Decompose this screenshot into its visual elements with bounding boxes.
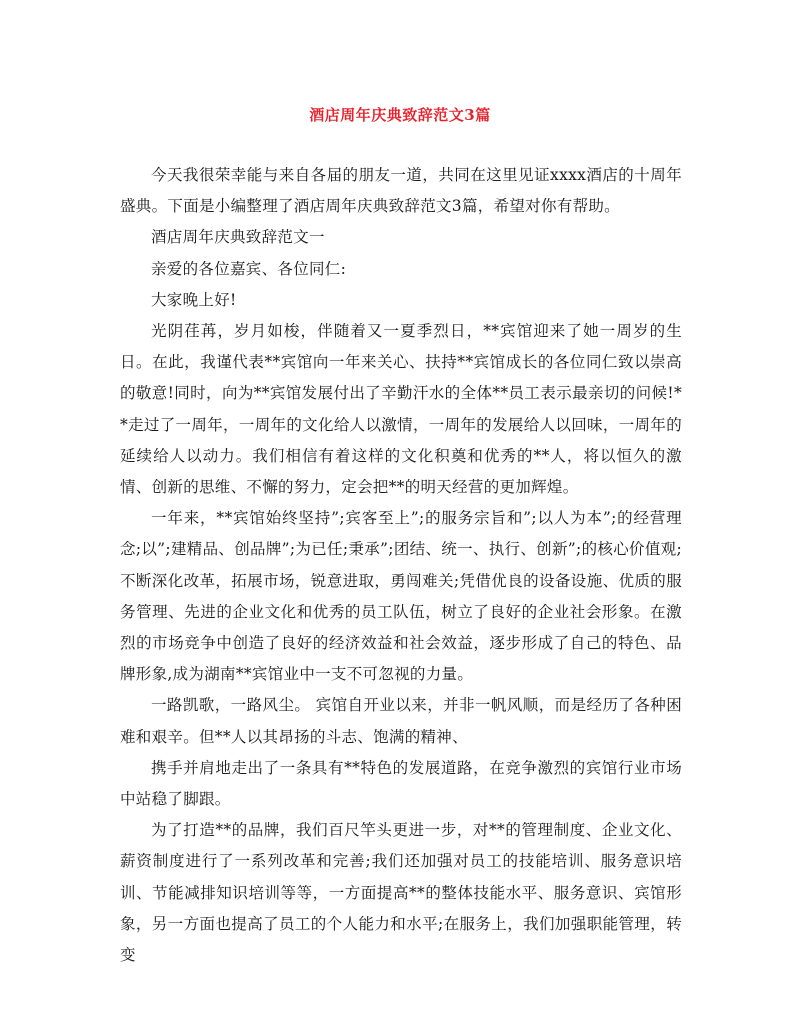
section-heading: 酒店周年庆典致辞范文一: [151, 228, 325, 247]
intro-paragraph: 今天我很荣幸能与来自各届的朋友一道，共同在这里见证xxxx酒店的十周年盛典。下面是小编整理了酒店周年庆典致辞范文3篇，希望对你有帮助。: [120, 166, 682, 216]
document-title: 酒店周年庆典致辞范文3篇: [309, 106, 491, 124]
body-paragraph: 一路凯歌，一路风尘。 宾馆自开业以来，并非一帆风顺，而是经历了各种困难和艰辛。但**人以其昂扬的斗志、饱满的精神、: [120, 696, 682, 746]
salutation: 亲爱的各位嘉宾、各位同仁:: [151, 259, 347, 278]
body-paragraph: 携手并肩地走出了一条具有**特色的发展道路，在竞争激烈的宾馆行业市场中站稳了脚跟。: [120, 758, 682, 809]
document-body: [120, 160, 682, 971]
body-paragraph: 一年来，**宾馆始终坚持”;宾客至上”;的服务宗旨和”;以人为本”;的经营理念;以”;建精品、创品牌”;为已任;秉承”;团结、统一、执行、创新”;的核心价值观;不断深化改革，拓展市场，锐意进取，勇闯难关;凭借优良的设备设施、优质的服务管理、先进的企业文化和优秀的员工队伍，树立了良好的企业社会形象。在激烈的市场竞争中创造了良好的经济效益和社会效益，逐步形成了自己的特色、品牌形象,成为湖南**宾馆业中一支不可忽视的力量。: [120, 509, 682, 684]
body-paragraph: 光阴荏苒，岁月如梭，伴随着又一夏季烈日，**宾馆迎来了她一周岁的生日。在此，我谨代表**宾馆向一年来关心、扶持**宾馆成长的各位同仁致以崇高的敬意!同时，向为**宾馆发展付出了辛勤汗水的全体**员工表示最亲切的问候!**走过了一周年，一周年的文化给人以激情，一周年的发展给人以回味，一周年的延续给人以动力。我们相信有着这样的文化积奠和优秀的**人，将以恒久的激情、创新的思维、不懈的努力，定会把**的明天经营的更加辉煌。: [120, 322, 682, 497]
body-paragraph: 为了打造**的品牌，我们百尺竿头更进一步，对**的管理制度、企业文化、薪资制度进行了一系列改革和完善;我们还加强对员工的技能培训、服务意识培训、节能减排知识培训等等，一方面提高**的整体技能水平、服务意识、宾馆形象，另一方面也提高了员工的个人能力和水平;在服务上，我们加强职能管理，转变: [120, 821, 682, 965]
greeting: 大家晚上好!: [151, 290, 237, 309]
